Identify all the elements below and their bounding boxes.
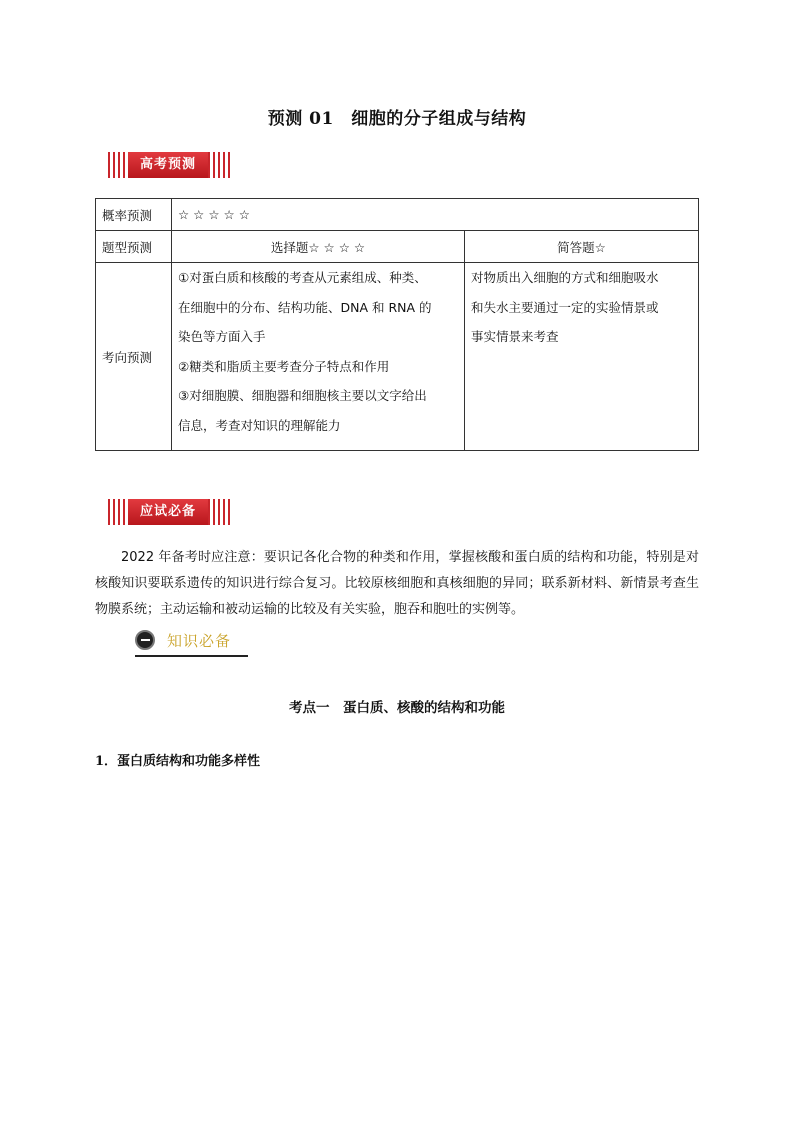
choice-question-cell: 选择题☆ ☆ ☆ ☆: [172, 231, 465, 263]
direction-line: ②糖类和脂质主要考查分子特点和作用: [178, 358, 390, 374]
stripe-decoration-icon: [208, 499, 232, 525]
knowledge-label: 知识必备: [167, 631, 232, 650]
table-row: [96, 231, 699, 263]
circled-minus-icon: [135, 630, 155, 650]
table-row: [96, 199, 699, 231]
direction-line: 信息，考查对知识的理解能力: [178, 417, 341, 433]
short-answer-cell: 简答题☆: [465, 231, 699, 263]
table-row: [96, 263, 699, 451]
direction-line: ③对细胞膜、细胞器和细胞核主要以文字给出: [178, 388, 427, 403]
forecast-table: [95, 198, 699, 451]
page-title: 预测 01 细胞的分子组成与结构: [267, 109, 527, 129]
stripe-decoration-icon: [108, 499, 128, 525]
row-label-question-type: 题型预测: [96, 231, 172, 263]
exam-advice-paragraph: 2022 年备考时应注意：要识记各化合物的种类和作用，掌握核酸和蛋白质的结构和功能，特别是对核酸知识要联系遗传的知识进行综合复习。比较原核细胞和真核细胞的异同；联系新材料、新情景考查生物膜系统；主动运输和被动运输的比较及有关实验，胞吞和胞吐的实例等。: [95, 550, 699, 617]
direction-line: 事实情景来考查: [471, 329, 559, 344]
direction-line: 对物质出入细胞的方式和细胞吸水: [471, 270, 659, 285]
row-label-direction: 考向预测: [96, 263, 172, 451]
banner-prepare: [108, 499, 232, 525]
stripe-decoration-icon: [108, 152, 128, 178]
subsection-heading: 1．蛋白质结构和功能多样性: [95, 754, 261, 769]
section-title: 考点一 蛋白质、核酸的结构和功能: [289, 700, 505, 716]
banner-forecast-label: 高考预测: [128, 152, 208, 178]
banner-forecast: [108, 152, 232, 178]
direction-line: 染色等方面入手: [178, 329, 266, 344]
knowledge-heading: [135, 625, 248, 657]
probability-stars: ☆ ☆ ☆ ☆ ☆: [172, 199, 699, 231]
direction-line: ①对蛋白质和核酸的考查从元素组成、种类、: [178, 270, 427, 285]
stripe-decoration-icon: [208, 152, 232, 178]
direction-line: 和失水主要通过一定的实验情景或: [471, 299, 659, 315]
row-label-probability: 概率预测: [96, 199, 172, 231]
direction-short-answer-cell: [465, 263, 699, 451]
direction-choice-cell: [172, 263, 465, 451]
direction-line: 在细胞中的分布、结构功能、DNA 和 RNA 的: [178, 299, 432, 315]
banner-prepare-label: 应试必备: [128, 499, 208, 525]
